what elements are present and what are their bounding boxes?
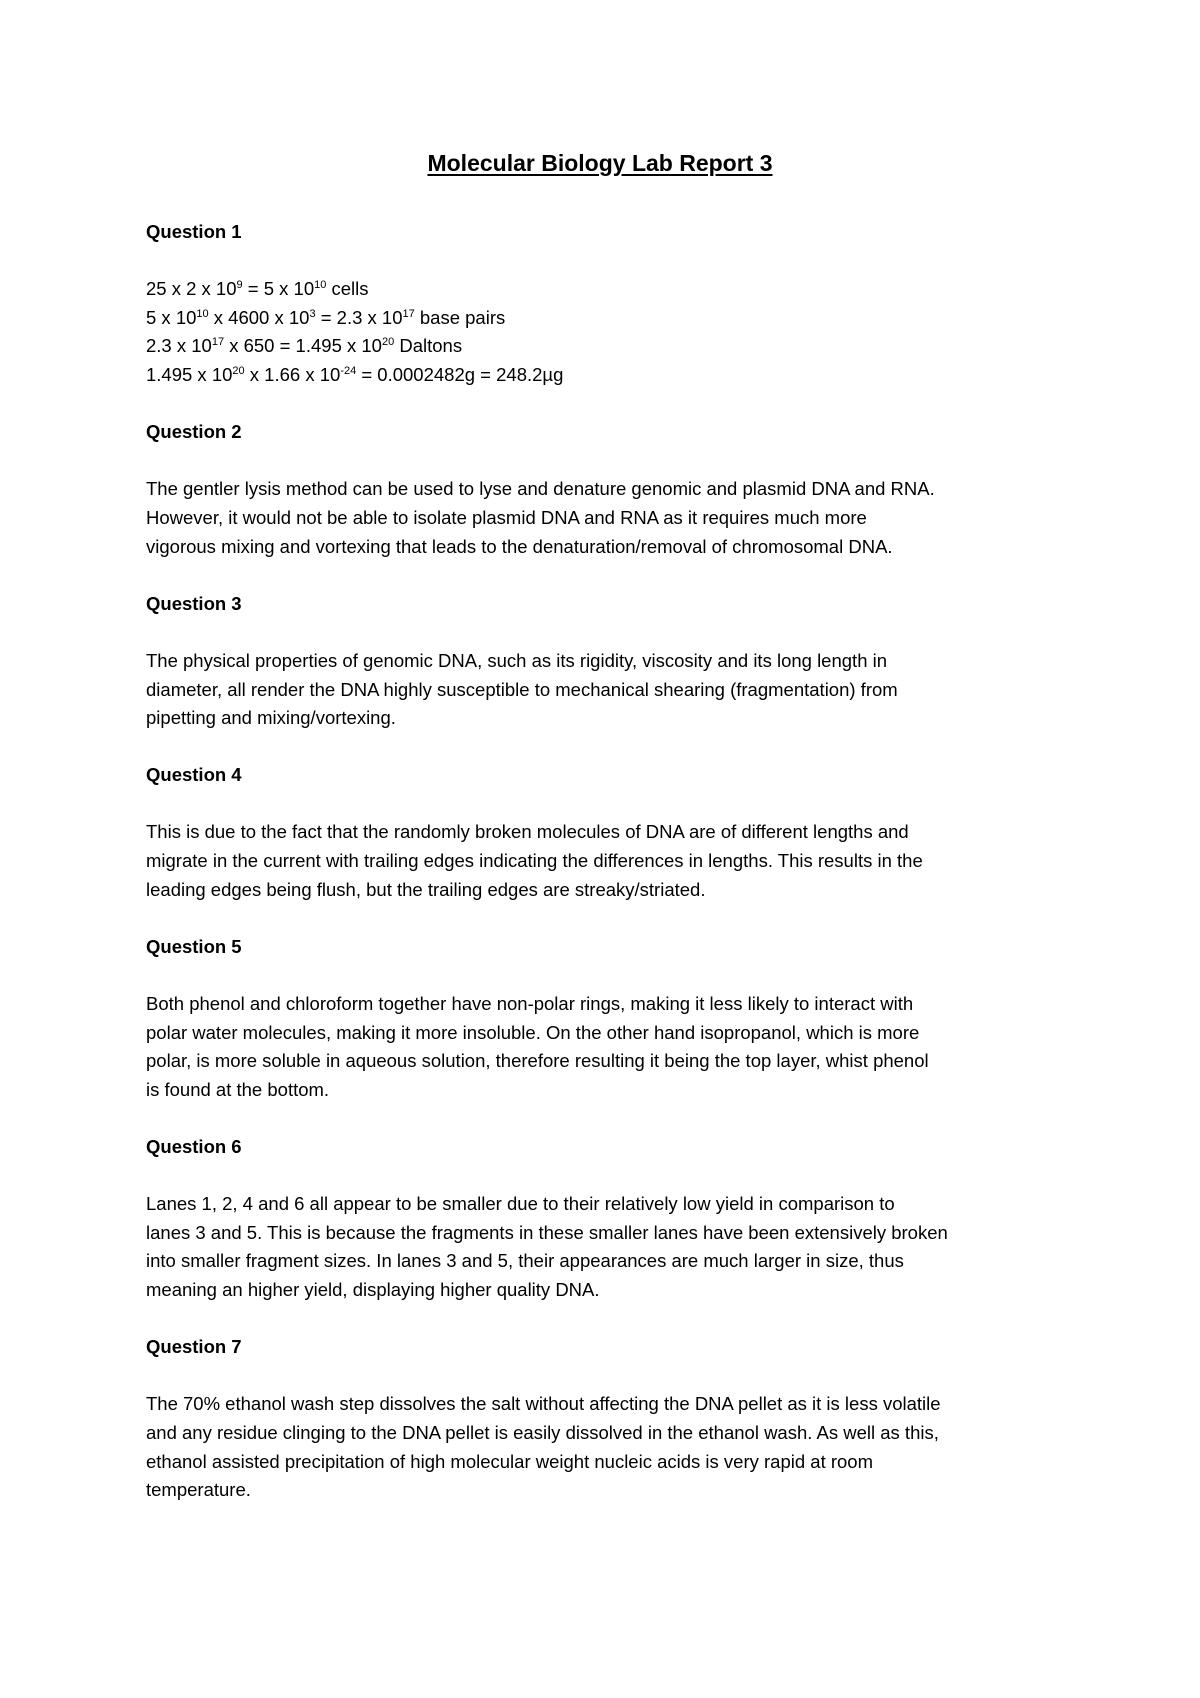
question-2-heading: Question 2 — [146, 421, 242, 443]
question-6-answer — [146, 1190, 1076, 1304]
calc-line-1: 25 x 2 x $10^9 = 5$ x $10^{10}$ cells — [146, 278, 369, 300]
answer-line: However, it would not be able to isolate plasmid DNA and RNA as it requires much more — [146, 506, 867, 528]
question-7-answer — [146, 1390, 1076, 1504]
answer-line: ethanol assisted precipitation of high molecular weight nucleic acids is very rapid at room — [146, 1450, 874, 1472]
document-body — [146, 218, 1076, 1533]
answer-line: vigorous mixing and vortexing that leads to the denaturation/removal of chromosomal DNA. — [146, 535, 893, 557]
calc-line-3: 2.3 x $10^{17}$ x 650 = 1.495 x $10^{20}$ Daltons — [146, 335, 463, 357]
answer-line: The gentler lysis method can be used to lyse and denature genomic and plasmid DNA and RNA. — [146, 478, 935, 500]
question-5-answer — [146, 990, 1076, 1104]
question-2-answer — [146, 475, 1076, 561]
answer-line: This is due to the fact that the randomly broken molecules of DNA are of different lengths and — [146, 821, 909, 843]
question-6-heading: Question 6 — [146, 1136, 242, 1157]
question-1-heading: Question 1 — [146, 221, 242, 242]
answer-line: lanes 3 and 5. This is because the fragments in these smaller lanes have been extensively broken — [146, 1221, 948, 1243]
answer-line: polar, is more soluble in aqueous solution, therefore resulting it being the top layer, whist phenol — [146, 1050, 929, 1072]
answer-line: migrate in the current with trailing edges indicating the differences in lengths. This results in the — [146, 850, 923, 872]
question-5-heading: Question 5 — [146, 935, 242, 957]
question-3-answer — [146, 647, 1076, 733]
answer-line: The 70% ethanol wash step dissolves the salt without affecting the DNA pellet as it is less volatile — [146, 1393, 941, 1415]
answer-line: and any residue clinging to the DNA pellet is easily dissolved in the ethanol wash. As well as this, — [146, 1421, 939, 1443]
question-1-calculations — [146, 275, 1076, 389]
answer-line: is found at the bottom. — [146, 1078, 330, 1100]
question-4-heading: Question 4 — [146, 764, 242, 786]
answer-line: Lanes 1, 2, 4 and 6 all appear to be smaller due to their relatively low yield in comparison to — [146, 1193, 895, 1215]
answer-line: leading edges being flush, but the trailing edges are streaky/striated. — [146, 878, 706, 900]
question-7-heading: Question 7 — [146, 1336, 242, 1358]
answer-line: polar water molecules, making it more insoluble. On the other hand isopropanol, which is more — [146, 1021, 920, 1043]
question-4-answer — [146, 818, 1076, 904]
answer-line: pipetting and mixing/vortexing. — [146, 707, 396, 729]
answer-line: into smaller fragment sizes. In lanes 3 and 5, their appearances are much larger in size, thus — [146, 1250, 904, 1272]
answer-line: meaning an higher yield, displaying higher quality DNA. — [146, 1278, 600, 1300]
answer-line: temperature. — [146, 1479, 251, 1501]
document-title: Molecular Biology Lab Report 3 — [427, 150, 773, 176]
answer-line: The physical properties of genomic DNA, such as its rigidity, viscosity and its long length in — [146, 649, 888, 671]
answer-line: diameter, all render the DNA highly susceptible to mechanical shearing (fragmentation) from — [146, 678, 898, 700]
question-3-heading: Question 3 — [146, 592, 242, 614]
answer-line: Both phenol and chloroform together have non-polar rings, making it less likely to interact with — [146, 993, 914, 1015]
calc-line-2: 5 x $10^{10}$ x 4600 x $10^3 = 2.3$ x $10^{17}$ base pairs — [146, 306, 506, 328]
calc-line-4: 1.495 x $10^{20}$ x 1.66 x $10^{-24} = 0.0002482g = 248.2\mu g$ — [146, 363, 564, 385]
